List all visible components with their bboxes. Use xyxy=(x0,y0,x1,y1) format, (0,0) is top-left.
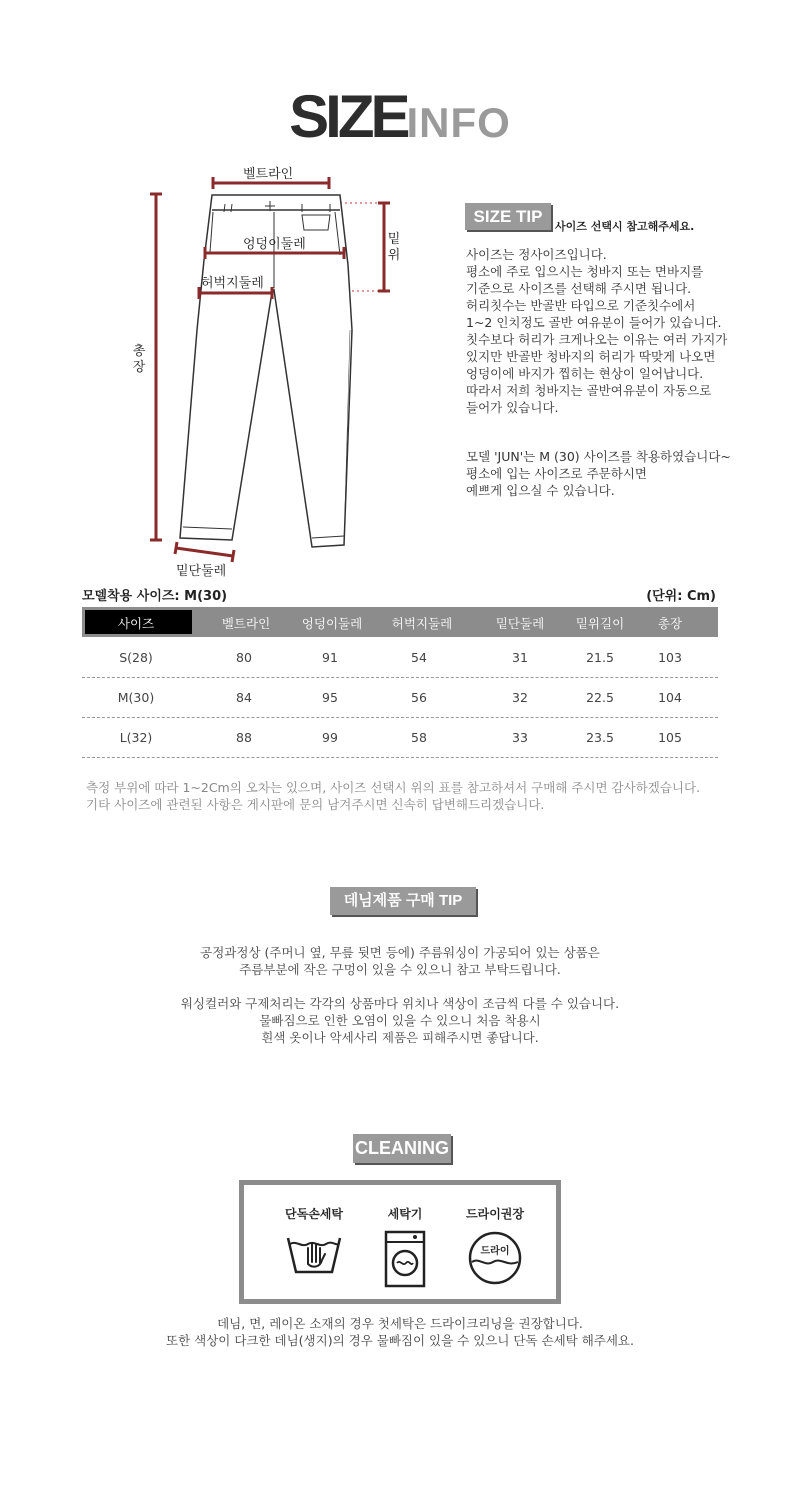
tip-line: 평소에 입는 사이즈로 주문하시면 xyxy=(466,466,647,481)
table-cell: 22.5 xyxy=(586,690,614,705)
table-row xyxy=(82,638,718,678)
denim-tip-paragraph-2 xyxy=(0,995,800,1046)
table-row xyxy=(82,718,718,758)
denim-tip-line: 흰색 옷이나 악세사리 제품은 피해주시면 좋답니다. xyxy=(261,1030,539,1045)
care-label: 드라이권장 xyxy=(466,1207,524,1221)
cleaning-badge: CLEANING xyxy=(353,1134,451,1163)
thigh-label: 허벅지둘레 xyxy=(201,276,264,291)
tip-line: 모델 'JUN'는 M (30) 사이즈를 착용하였습니다~ xyxy=(466,449,731,464)
table-cell: 104 xyxy=(658,690,682,705)
tip-line: 있지만 반골반 청바지의 허리가 딱맞게 나오면 xyxy=(466,349,716,364)
dry-clean-icon-text: 드라이 xyxy=(480,1246,510,1257)
table-note: 측정 부위에 따라 1~2Cm의 오차는 있으며, 사이즈 선택시 위의 표를 참고하셔서 구매해 주시면 감사하겠습니다. xyxy=(86,780,701,795)
denim-tip-line: 워싱컬러와 구제처리는 각각의 상품마다 위치나 색상이 조금씩 다를 수 있습니다. xyxy=(180,996,620,1011)
tip-line: 칫수보다 허리가 크게나오는 이유는 여러 가지가 xyxy=(466,332,728,347)
table-cell: S(28) xyxy=(119,650,153,665)
table-cell: 56 xyxy=(411,690,427,705)
cleaning-box xyxy=(239,1180,561,1304)
table-row xyxy=(82,678,718,718)
title-sub: INFO xyxy=(406,99,511,146)
header-cell: 밑위길이 xyxy=(575,616,625,631)
table-cell: 58 xyxy=(411,730,427,745)
tip-line: 들어가 있습니다. xyxy=(466,400,559,415)
belt-line-label: 벨트라인 xyxy=(243,167,294,182)
header-cell: 총장 xyxy=(657,616,683,631)
title-main: SIZE xyxy=(289,83,407,150)
hip-label: 엉덩이둘레 xyxy=(243,237,306,252)
tip-line: 따라서 저희 청바지는 골반여유분이 자동으로 xyxy=(466,383,712,398)
table-cell: 23.5 xyxy=(586,730,614,745)
page-title xyxy=(0,82,800,151)
denim-tip-line: 주름부분에 작은 구멍이 있을 수 있으니 참고 부탁드립니다. xyxy=(239,962,561,977)
denim-tip-line: 물빠짐으로 인한 오염이 있을 수 있으니 처음 착용시 xyxy=(259,1013,541,1028)
hem-measure xyxy=(176,548,233,556)
care-label: 단독손세탁 xyxy=(285,1207,343,1221)
header-cell: 사이즈 xyxy=(117,616,155,631)
table-cell: 99 xyxy=(322,730,338,745)
table-cell: M(30) xyxy=(117,690,155,705)
table-cell: 33 xyxy=(512,730,528,745)
pants-diagram xyxy=(120,160,420,580)
hand-wash-icon xyxy=(284,1230,344,1278)
header-cell: 벨트라인 xyxy=(221,616,271,631)
tip-line: 허리칫수는 반골반 타입으로 기준칫수에서 xyxy=(466,298,696,313)
table-note: 기타 사이즈에 관련된 사항은 게시판에 문의 남겨주시면 신속히 답변해드리겠습니다. xyxy=(86,797,545,812)
denim-tip-badge: 데님제품 구매 TIP xyxy=(330,887,476,915)
size-tip-badge: SIZE TIP xyxy=(465,203,551,230)
care-hand-wash xyxy=(264,1205,364,1278)
tip-line: 평소에 주로 입으시는 청바지 또는 면바지를 xyxy=(466,264,704,279)
header-cell: 엉덩이둘레 xyxy=(301,616,363,631)
rise-label: 밑위 xyxy=(387,232,401,263)
table-cell: 103 xyxy=(658,650,682,665)
table-cell: 105 xyxy=(658,730,682,745)
size-table-header xyxy=(82,607,718,637)
care-washing-machine xyxy=(355,1205,455,1288)
table-cell: 31 xyxy=(512,650,528,665)
care-label: 세탁기 xyxy=(387,1207,423,1221)
tip-line: 엉덩이에 바지가 찝히는 현상이 일어납니다. xyxy=(466,366,704,381)
model-size-label: 모델착용 사이즈: M(30) xyxy=(82,589,228,604)
table-cell: 91 xyxy=(322,650,338,665)
cleaning-notes xyxy=(0,1315,800,1349)
unit-label: (단위: Cm) xyxy=(646,589,716,604)
tip-line: 1~2 인치정도 골반 여유분이 들어가 있습니다. xyxy=(466,315,722,330)
tip-line: 사이즈는 정사이즈입니다. xyxy=(466,247,607,262)
table-cell: 95 xyxy=(322,690,338,705)
denim-tip-paragraph-1 xyxy=(0,944,800,978)
dry-clean-icon xyxy=(467,1230,523,1286)
header-cell: 허벅지둘레 xyxy=(391,616,453,631)
size-tip-paragraph-1 xyxy=(466,246,786,416)
total-length-label: 총장 xyxy=(132,344,146,375)
denim-tip-line: 공정과정상 (주머니 옆, 무릎 뒷면 등에) 주름워싱이 가공되어 있는 상품은 xyxy=(200,945,600,960)
cleaning-note-line: 또한 색상이 다크한 데님(생지)의 경우 물빠짐이 있을 수 있으니 단독 손세탁 해주세요. xyxy=(166,1333,634,1348)
header-cell: 밑단둘레 xyxy=(495,616,545,631)
hem-label: 밑단둘레 xyxy=(176,564,227,579)
table-cell: L(32) xyxy=(119,730,153,745)
tip-line: 예쁘게 입으실 수 있습니다. xyxy=(466,483,615,498)
table-cell: 54 xyxy=(411,650,427,665)
tip-line: 기준으로 사이즈를 선택해 주시면 됩니다. xyxy=(466,281,692,296)
size-tip-note: 사이즈 선택시 참고해주세요. xyxy=(555,220,695,233)
cleaning-note-line: 데님, 면, 레이온 소재의 경우 첫세탁은 드라이크리닝을 권장합니다. xyxy=(217,1316,583,1331)
table-cell: 32 xyxy=(512,690,528,705)
table-cell: 88 xyxy=(236,730,252,745)
size-tip-paragraph-2 xyxy=(466,448,786,499)
care-dry-clean xyxy=(445,1205,545,1286)
table-cell: 80 xyxy=(236,650,252,665)
washing-machine-icon xyxy=(383,1230,427,1288)
table-cell: 84 xyxy=(236,690,252,705)
table-cell: 21.5 xyxy=(586,650,614,665)
